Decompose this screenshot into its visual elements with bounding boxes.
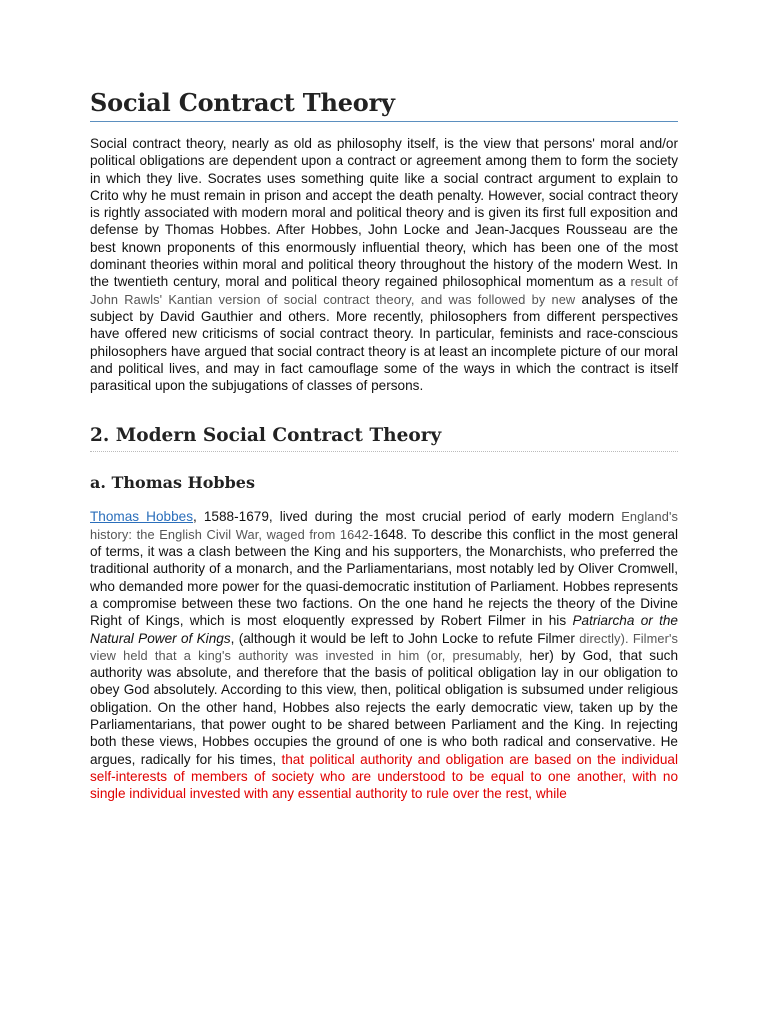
thomas-hobbes-link[interactable]: Thomas Hobbes: [90, 509, 194, 525]
book-title: Patriarcha or the Natural Power of Kings: [90, 613, 678, 646]
intro-paragraph: [90, 135, 678, 394]
subsection-heading: a. Thomas Hobbes: [90, 473, 255, 493]
document-page: [90, 88, 678, 803]
section-heading: 2. Modern Social Contract Theory: [90, 425, 678, 452]
highlighted-argument: that political authority and obligation are based on the individual self-interests of members of society who are understood to be equal to one another, with no single individual invested with any essential authority to rule over the rest, while: [90, 751, 678, 802]
hobbes-text-2: England's history: the English Civil War, waged from 1642-: [90, 509, 678, 542]
hobbes-text-6: her) by God, that such authority was absolute, and therefore that the basis of political obligation lay in our obligation to obey God absolutely. According to this view, then, political obligation is subsumed under religious obligation. On the other hand, Hobbes also rejects the early democratic view, taken up by the Parliamentarians, that power ought to be shared between Parliament and the King. In rejecting both these views, Hobbes occupies the ground of one is who both radical and conservative. He argues, radically for his times,: [90, 647, 679, 767]
hobbes-text-1: , 1588-1679, lived during the most crucial period of early modern: [193, 509, 622, 525]
intro-text-2: result of John Rawls' Kantian version of social contract theory, and was followed by new: [90, 274, 678, 307]
intro-text-1: Social contract theory, nearly as old as philosophy itself, is the view that persons' moral and/or political obligations are dependent upon a contract or agreement among them to form the society in which they live. Socrates uses something quite like a social contract argument to explain to Crito why he must remain in prison and accept the death penalty. However, social contract theory is rightly associated with modern moral and political theory and is given its first full exposition and defense by Thomas Hobbes. After Hobbes, John Locke and Jean-Jacques Rousseau are the best known proponents of this enormously influential theory, which has been one of the most dominant theories within moral and political theory throughout the history of the modern West. In the twentieth century, moral and political theory regained philosophical momentum as a: [90, 136, 678, 290]
intro-text-3: analyses of the subject by David Gauthier and others. More recently, philosophers from different perspectives have offered new criticisms of social contract theory. In particular, feminists and race-conscious philosophers have argued that social contract theory is at least an incomplete picture of our moral and political lives, and may in fact camouflage some of the ways in which the contract is itself parasitical upon the subjugations of classes of persons.: [90, 291, 678, 394]
page-title: Social Contract Theory: [90, 88, 678, 122]
hobbes-text-3: 1648. To describe this conflict in the most general of terms, it was a clash between the King and his supporters, the Monarchists, who preferred the traditional authority of a monarch, and the Parliamentarians, most notably led by Oliver Cromwell, who demanded more power for the quasi-democratic institution of Parliament. Hobbes represents a compromise between these two factions. On the one hand he rejects the theory of the Divine Right of Kings, which is most eloquently expressed by Robert Filmer in his: [90, 526, 678, 629]
hobbes-text-4: , (although it would be left to John Locke to refute Filmer: [230, 630, 580, 646]
hobbes-text-5: directly). Filmer's view held that a king's authority was invested in him (or, presumably,: [90, 630, 678, 663]
hobbes-paragraph: [90, 508, 678, 802]
